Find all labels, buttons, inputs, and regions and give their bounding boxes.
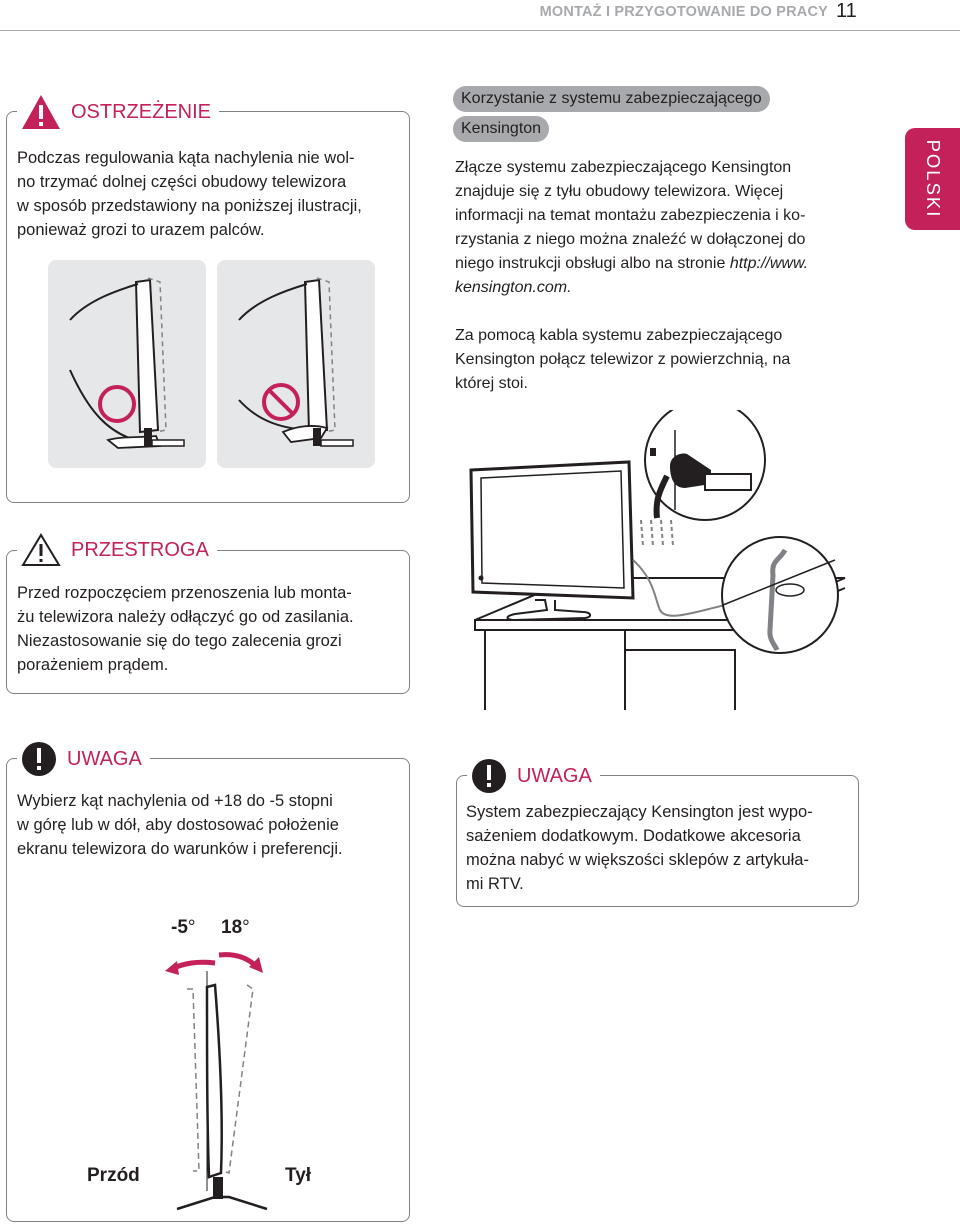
kensington-note-title: UWAGA xyxy=(517,764,592,787)
front-label: Przód xyxy=(87,1165,140,1186)
warning-line: w sposób przedstawiony na poniższej ilustracji, xyxy=(17,197,362,215)
caution-line: Przed rozpoczęciem przenoszenia lub monta- xyxy=(17,584,352,602)
note-exclamation-icon xyxy=(21,741,57,777)
back-label: Tył xyxy=(285,1165,312,1186)
text-line: Złącze systemu zabezpieczającego Kensington xyxy=(455,159,792,176)
prohibited-icon xyxy=(264,385,298,419)
page-number: 11 xyxy=(836,0,857,22)
warning-triangle-icon xyxy=(21,94,61,130)
kensington-title-line1: Korzystanie z systemu zabezpieczającego xyxy=(453,86,770,112)
kensington-note-box xyxy=(456,764,859,907)
kensington-paragraph-2 xyxy=(455,324,855,396)
note-line: ekranu telewizora do warunków i preferencji. xyxy=(17,840,343,858)
note-line: Wybierz kąt nachylenia od +18 do -5 stopni xyxy=(17,792,333,810)
caution-text xyxy=(17,581,407,677)
tilt-angle-plus: 18° xyxy=(221,917,250,938)
warning-line: Podczas regulowania kąta nachylenia nie wol- xyxy=(17,149,355,167)
tilt-note-box xyxy=(6,747,410,1222)
language-tab xyxy=(905,128,960,230)
header-divider xyxy=(0,30,960,31)
caution-line: żu telewizora należy odłączyć go od zasilania. xyxy=(17,608,354,626)
tilt-angle-minus: -5° xyxy=(171,917,196,938)
language-tab-label: POLSKI xyxy=(922,139,944,219)
note-line: System zabezpieczający Kensington jest wypo- xyxy=(466,803,813,821)
text-line: znajduje się z tyłu obudowy telewizora. Więcej xyxy=(455,183,784,200)
text-line: niego instrukcji obsługi albo na stronie xyxy=(455,255,730,272)
tilt-note-text xyxy=(17,789,407,861)
warning-text xyxy=(17,146,407,242)
tilt-angle-illustration xyxy=(157,941,287,1211)
warning-line: no trzymać dolnej części obudowy telewizora xyxy=(17,173,347,191)
caution-box xyxy=(6,538,410,694)
note-exclamation-icon xyxy=(471,758,507,794)
note-line: sażeniem dodatkowym. Dodatkowe akcesoria xyxy=(466,827,801,845)
tilt-note-title: UWAGA xyxy=(67,747,142,770)
kensington-title-line2: Kensington xyxy=(453,116,549,142)
ok-circle-icon xyxy=(100,387,134,421)
note-line: w górę lub w dół, aby dostosować położenie xyxy=(17,816,339,834)
caution-triangle-icon xyxy=(21,533,61,567)
caution-line: porażeniem prądem. xyxy=(17,656,169,674)
text-line: rzystania z niego można znaleźć w dołączonej do xyxy=(455,231,806,248)
text-line: której stoi. xyxy=(455,375,528,392)
kensington-illustration xyxy=(455,410,855,710)
incorrect-tilt-illustration xyxy=(217,260,375,468)
kensington-section-title xyxy=(453,86,770,142)
warning-line: ponieważ grozi to urazem palców. xyxy=(17,221,265,239)
warning-title: OSTRZEŻENIE xyxy=(71,100,212,123)
text-line: informacji na temat montażu zabezpieczenia i ko- xyxy=(455,207,806,224)
warning-box xyxy=(6,100,410,503)
kensington-note-text xyxy=(466,800,856,896)
kensington-url-continued[interactable]: kensington.com. xyxy=(455,279,572,296)
header-title: MONTAŻ I PRZYGOTOWANIE DO PRACY xyxy=(539,4,828,20)
caution-line: Niezastosowanie się do tego zalecenia grozi xyxy=(17,632,342,650)
text-line: Za pomocą kabla systemu zabezpieczającego xyxy=(455,327,783,344)
caution-title: PRZESTROGA xyxy=(71,538,209,561)
note-line: można nabyć w większości sklepów z artykuła- xyxy=(466,851,809,869)
note-line: mi RTV. xyxy=(466,875,524,893)
kensington-url[interactable]: http://www. xyxy=(729,255,809,272)
kensington-paragraph-1 xyxy=(455,156,855,300)
text-line: Kensington połącz telewizor z powierzchnią, na xyxy=(455,351,791,368)
correct-tilt-illustration xyxy=(48,260,206,468)
